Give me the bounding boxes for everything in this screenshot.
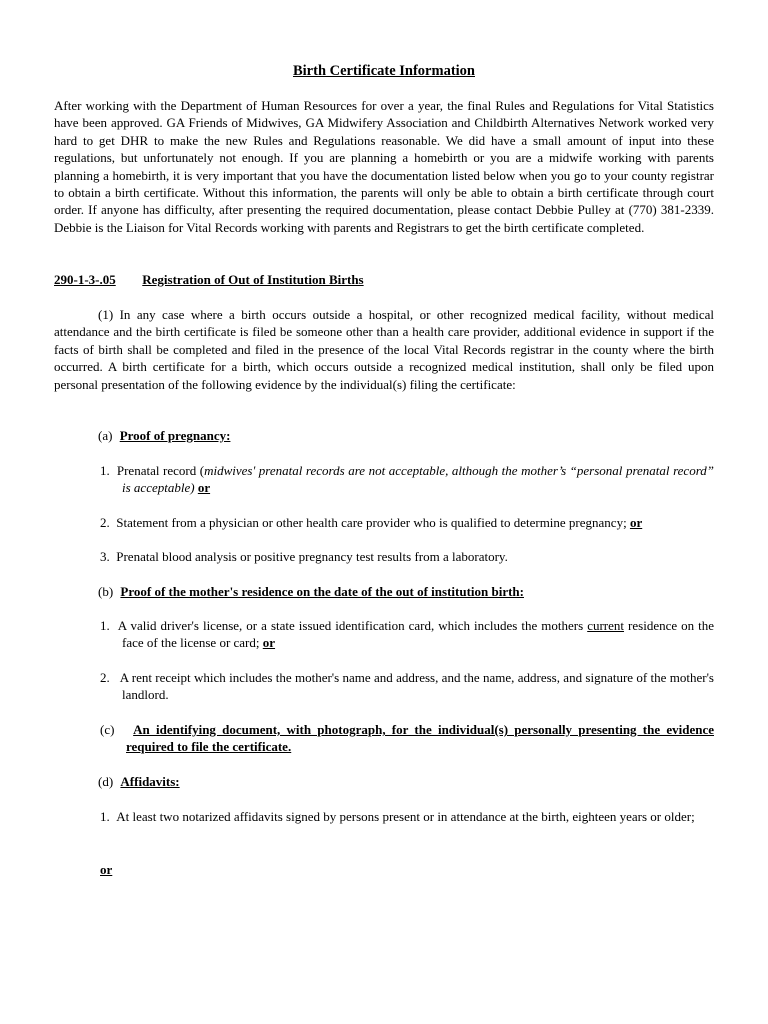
subsection-c-label: (c) (100, 722, 115, 737)
list-item-number: 3. (100, 549, 110, 564)
list-item-number: 1. (100, 809, 110, 824)
intro-paragraph: After working with the Department of Human Resources for over a year, the final Rules and Regulations for Vital Statistics have been approved. GA Friends of Midwives, GA Midwifery Association and Childbirth Alternatives Network worked very hard to get DHR to make the new Rules and Regulations reasonable. We did have a small amount of input into these regulations, but unfortunately not enough. If you are planning a homebirth or you are a midwife working with parents planning a homebirth, it is very important that you have the documentation listed below when you go to your county registrar to obtain a birth certificate. Without this information, the parents will only be able to obtain a birth certificate through court order. If anyone has difficulty, after presenting the required documentation, please contact Debbie Pulley at (770) 381-2339. Debbie is the Liaison for Vital Records working with parents and Registrars to get the birth certificate completed. (54, 98, 714, 235)
subsection-a-label: (a) (98, 428, 113, 443)
list-item (54, 617, 714, 652)
section-title: Registration of Out of Institution Births (142, 272, 364, 287)
subsection-d-label: (d) (98, 774, 114, 789)
or-connector: or (197, 480, 211, 496)
page-title: Birth Certificate Information (292, 63, 475, 79)
list-item-text: Statement from a physician or other health care provider who is qualified to determine pregnancy; (116, 515, 627, 530)
list-item-number: 1. (100, 618, 110, 633)
list-item (54, 514, 714, 531)
subsection-a-heading (54, 427, 714, 444)
or-connector: or (629, 515, 643, 530)
list-item (54, 669, 714, 704)
regulation-paragraph-1: (1) In any case where a birth occurs outside a hospital, or other recognized medical facility, without medical attendance and the birth certificate is filed be someone other than a health care provider, additional evidence in support if the facts of birth shall be completed and filed in the presence of the local Vital Records registrar in the county where the birth occurred. A birth certificate for a birth, which occurs outside a recognized medical institution, shall only be filed upon personal presentation of the following evidence by the individual(s) filing the certificate: (54, 307, 714, 392)
subsection-b-title: Proof of the mother's residence on the date of the out of institution birth: (120, 584, 524, 599)
list-item-text: A rent receipt which includes the mother's name and address, and the name, address, and signature of the mother's landlord. (119, 670, 714, 703)
list-item-text: At least two notarized affidavits signed by persons present or in attendance at the birth, eighteen years or older; (116, 809, 695, 824)
list-item (54, 808, 714, 825)
list-item-number: 1. (100, 463, 110, 478)
underlined-word: current (587, 618, 625, 633)
list-item-number: 2. (100, 515, 110, 530)
section-number: 290-1-3-.05 (54, 272, 116, 287)
list-item-number: 2. (100, 670, 110, 685)
list-item-text: A valid driver's license, or a state issued identification card, which includes the mothers (117, 618, 584, 633)
list-item-text: Prenatal blood analysis or positive pregnancy test results from a laboratory. (116, 549, 508, 564)
subsection-d-heading (54, 773, 714, 790)
list-item-text-continued: residence on the face of the license or card; (122, 618, 715, 651)
list-item (54, 462, 714, 497)
subsection-c-heading (54, 721, 714, 756)
section-heading (54, 271, 714, 288)
subsection-c-title: An identifying document, with photograph, for the individual(s) personally presenting the evidence required to file the certificate. (126, 722, 714, 755)
list-item-text: Prenatal record ( (116, 463, 205, 478)
subsection-a-title: Proof of pregnancy: (119, 428, 231, 443)
or-connector: or (262, 635, 276, 651)
subsection-b-heading (54, 583, 714, 600)
subsection-d-title: Affidavits: (120, 774, 180, 789)
list-item-italic-note: midwives' prenatal records are not acceptable, although the mother’s “personal prenatal record” is acceptable) (122, 463, 715, 496)
subsection-b-label: (b) (98, 584, 114, 599)
or-connector: or (100, 862, 113, 877)
list-item (54, 548, 714, 565)
